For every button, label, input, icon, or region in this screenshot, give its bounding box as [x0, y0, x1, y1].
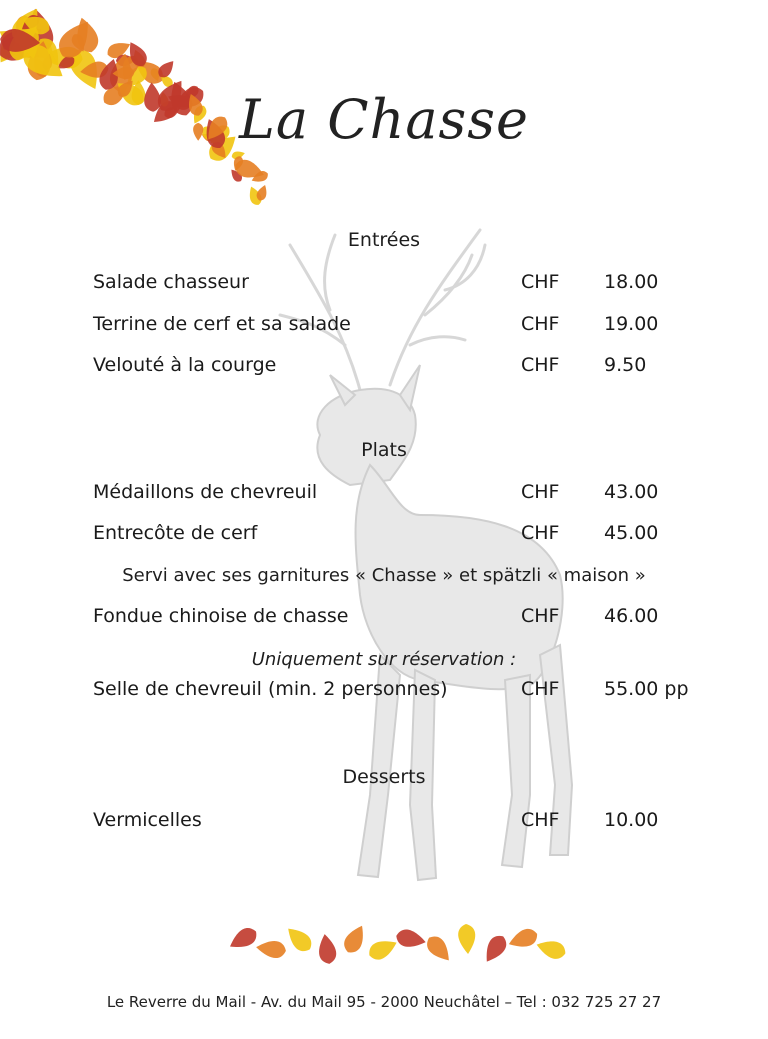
- item-price: 43.00: [604, 481, 659, 503]
- leaf-icon: [282, 922, 315, 955]
- leaf-icon: [228, 924, 260, 954]
- item-currency: CHF: [521, 354, 560, 376]
- item-name: Salade chasseur: [93, 271, 249, 293]
- leaf-icon: [395, 928, 428, 951]
- menu-item: [93, 313, 703, 343]
- item-currency: CHF: [521, 678, 560, 700]
- item-name: Velouté à la courge: [93, 354, 277, 376]
- item-price: 19.00: [604, 313, 659, 335]
- section-heading-desserts: Desserts: [342, 766, 426, 788]
- menu-item: [93, 481, 703, 511]
- leaf-icon: [366, 935, 400, 963]
- item-price: 9.50: [604, 354, 647, 376]
- item-price: 10.00: [604, 809, 659, 831]
- footer-contact: Le Reverre du Mail - Av. du Mail 95 - 2000 Neuchâtel – Tel : 032 725 27 27: [106, 993, 662, 1011]
- item-name: Selle de chevreuil (min. 2 personnes): [93, 678, 448, 700]
- garnish-note: Servi avec ses garnitures « Chasse » et spätzli « maison »: [122, 565, 646, 586]
- item-price: 45.00: [604, 522, 659, 544]
- item-name: Entrecôte de cerf: [93, 522, 258, 544]
- leaf-icon: [534, 936, 568, 961]
- menu-item: [93, 605, 703, 635]
- menu-title: La Chasse: [239, 88, 529, 151]
- item-name: Terrine de cerf et sa salade: [93, 313, 351, 335]
- item-name: Vermicelles: [93, 809, 202, 831]
- item-currency: CHF: [521, 605, 560, 627]
- item-price: 18.00: [604, 271, 659, 293]
- leaf-icon: [457, 923, 476, 954]
- item-currency: CHF: [521, 809, 560, 831]
- item-currency: CHF: [521, 481, 560, 503]
- leaf-icon: [255, 939, 287, 960]
- item-name: Fondue chinoise de chasse: [93, 605, 349, 627]
- leaf-icon: [423, 932, 456, 966]
- item-currency: CHF: [521, 271, 560, 293]
- reservation-note: Uniquement sur réservation :: [251, 649, 517, 670]
- item-currency: CHF: [521, 313, 560, 335]
- item-price: 55.00 pp: [604, 678, 689, 700]
- leaf-icon: [316, 933, 338, 965]
- section-heading-plats: Plats: [361, 439, 407, 461]
- menu-item: [93, 809, 703, 839]
- leaf-icon: [480, 932, 511, 966]
- section-heading-entrees: Entrées: [347, 229, 421, 251]
- item-name: Médaillons de chevreuil: [93, 481, 318, 503]
- menu-item: [93, 522, 703, 552]
- item-price: 46.00: [604, 605, 659, 627]
- leaf-icon: [506, 926, 540, 952]
- menu-item: [93, 271, 703, 301]
- leaf-garland-decoration: [228, 920, 568, 968]
- item-currency: CHF: [521, 522, 560, 544]
- leaf-icon: [340, 922, 369, 956]
- menu-item: [93, 678, 703, 708]
- menu-item: [93, 354, 703, 384]
